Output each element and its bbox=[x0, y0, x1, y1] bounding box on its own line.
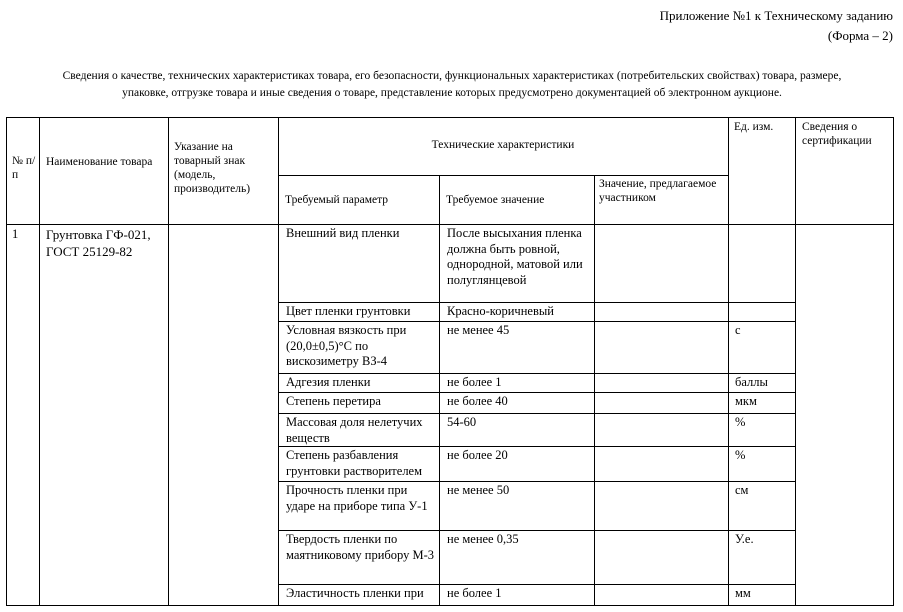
table-border-bottom bbox=[6, 605, 894, 606]
row-divider bbox=[278, 302, 796, 303]
value-cell: не более 1 bbox=[447, 375, 502, 389]
value-cell: После высыхания пленка должна быть ровной, однородной, матовой или полуглянцевой bbox=[447, 226, 583, 287]
table-border-top bbox=[6, 117, 894, 118]
row-divider bbox=[278, 175, 729, 176]
row-divider bbox=[278, 446, 796, 447]
header-trademark: Указание на товарный знак (модель, производитель) bbox=[174, 141, 251, 195]
col-divider bbox=[594, 175, 595, 606]
row-divider bbox=[278, 392, 796, 393]
param-cell: Степень разбавления грунтовки растворителем bbox=[286, 448, 423, 478]
param-cell: Эластичность пленки при bbox=[286, 586, 424, 600]
value-cell: не более 20 bbox=[447, 448, 508, 462]
row-divider bbox=[278, 584, 796, 585]
param-cell: Цвет пленки грунтовки bbox=[286, 304, 411, 318]
row-divider bbox=[278, 481, 796, 482]
item-name-line-2: ГОСТ 25129-82 bbox=[46, 243, 133, 259]
unit-cell: % bbox=[735, 448, 746, 462]
unit-cell: мм bbox=[735, 586, 751, 600]
param-cell: Прочность пленки при ударе на приборе типа У-1 bbox=[286, 483, 428, 513]
row-divider bbox=[278, 321, 796, 322]
header-num: № п/п bbox=[12, 155, 36, 181]
item-name-line-1: Грунтовка ГФ-021, bbox=[46, 227, 151, 242]
col-divider bbox=[278, 117, 279, 606]
param-cell: Условная вязкость при (20,0±0,5)°С по вискозиметру ВЗ-4 bbox=[286, 323, 407, 368]
param-cell: Твердость пленки по маятниковому прибору М-3 bbox=[286, 532, 434, 562]
col-divider bbox=[168, 117, 169, 606]
value-cell: не более 1 bbox=[447, 586, 502, 600]
header-unit: Ед. изм. bbox=[734, 121, 774, 133]
param-cell: Адгезия пленки bbox=[286, 375, 371, 389]
row-divider bbox=[278, 413, 796, 414]
item-name bbox=[46, 227, 164, 260]
header-required-value: Требуемое значение bbox=[446, 194, 545, 206]
row-divider bbox=[278, 373, 796, 374]
row-divider bbox=[278, 530, 796, 531]
value-cell: не менее 50 bbox=[447, 483, 510, 497]
unit-cell: баллы bbox=[735, 375, 768, 389]
table-border-right bbox=[893, 117, 894, 606]
col-divider bbox=[439, 175, 440, 606]
intro-text bbox=[6, 68, 898, 102]
col-divider bbox=[728, 117, 729, 606]
form-label: (Форма – 2) bbox=[827, 28, 893, 43]
param-cell: Степень перетира bbox=[286, 394, 381, 408]
unit-cell: У.е. bbox=[735, 532, 754, 546]
header-certification: Сведения о сертификации bbox=[802, 121, 872, 147]
row-divider bbox=[6, 224, 894, 225]
unit-cell: мкм bbox=[735, 394, 757, 408]
unit-cell: с bbox=[735, 323, 741, 337]
value-cell: 54-60 bbox=[447, 415, 477, 429]
header-tech-characteristics: Технические характеристики bbox=[431, 139, 575, 151]
unit-cell: % bbox=[735, 415, 746, 429]
item-num: 1 bbox=[12, 227, 19, 241]
appendix-label: Приложение №1 к Техническому заданию bbox=[659, 8, 893, 23]
param-cell: Массовая доля нелетучих веществ bbox=[286, 415, 423, 445]
header-param: Требуемый параметр bbox=[285, 194, 389, 206]
header-offered-value: Значение, предлагаемое участником bbox=[599, 178, 717, 204]
unit-cell: см bbox=[735, 483, 749, 497]
param-cell: Внешний вид пленки bbox=[286, 226, 400, 240]
specifications-table bbox=[6, 117, 894, 606]
intro-line-1: Сведения о качестве, технических характеристиках товара, его безопасности, функциональных характеристиках (потребительских свойствах) товара, размере, bbox=[62, 70, 842, 82]
col-divider bbox=[39, 117, 40, 606]
value-cell: не менее 0,35 bbox=[447, 532, 519, 546]
col-divider bbox=[795, 117, 796, 606]
intro-line-2: упаковке, отгрузке товара и иные сведения о товаре, представление которых предусмотрено документацией об электронном аукционе. bbox=[122, 87, 782, 99]
value-cell: не менее 45 bbox=[447, 323, 510, 337]
table-border-left bbox=[6, 117, 7, 606]
value-cell: Красно-коричневый bbox=[447, 304, 554, 318]
value-cell: не более 40 bbox=[447, 394, 508, 408]
header-name: Наименование товара bbox=[46, 156, 153, 168]
